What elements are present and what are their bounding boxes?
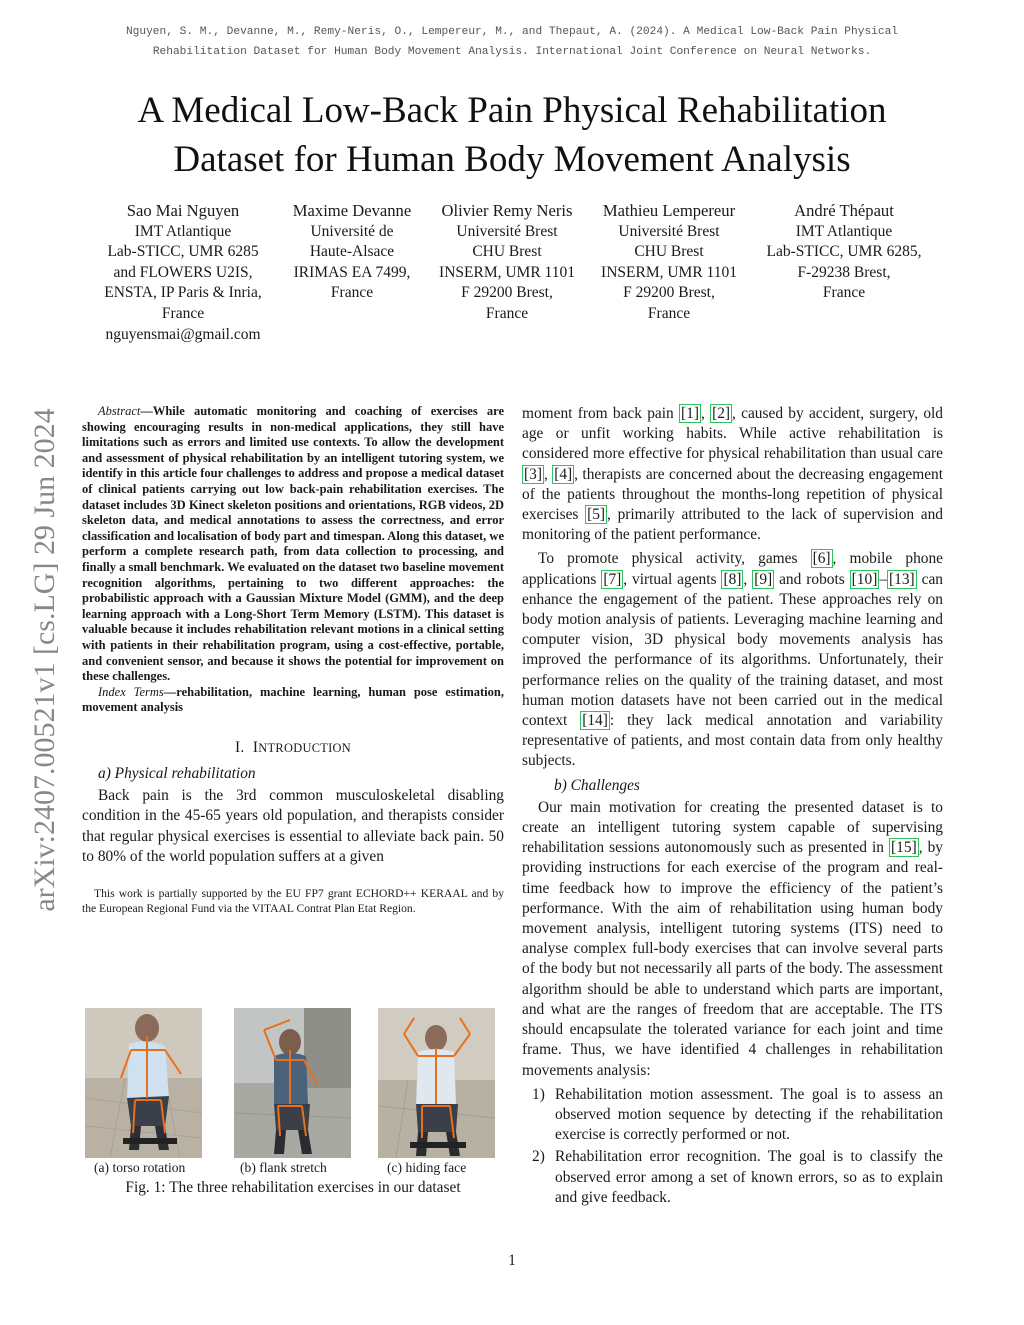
list-item-text: Rehabilitation motion assessment. The goal is to assess an observed motion sequence by detecting if the rehabilitation exercise is correctly performed or not. bbox=[555, 1085, 943, 1144]
author-block-1 bbox=[90, 201, 276, 345]
paper-title bbox=[0, 86, 1024, 184]
left-column bbox=[82, 404, 504, 917]
list-item-text: Rehabilitation error recognition. The goal is to classify the observed error among a set of known errors, so as to explain and give feedback. bbox=[555, 1148, 943, 1206]
citation-link[interactable]: [15] bbox=[891, 839, 917, 857]
citation-link[interactable]: [4] bbox=[554, 465, 573, 483]
author-affil: France bbox=[822, 284, 866, 302]
abstract-label: Abstract bbox=[98, 404, 141, 418]
figure-subcaption-a: (a) torso rotation bbox=[94, 1160, 186, 1175]
author-affil: France bbox=[161, 304, 205, 322]
author-affil: and FLOWERS U2IS, bbox=[113, 263, 253, 281]
citation-link[interactable]: [9] bbox=[754, 570, 773, 588]
citation-header-line1: Nguyen, S. M., Devanne, M., Remy-Neris, O., Lempereur, M., and Thepaut, A. (2024). A Medical Low-Back Pain Physical bbox=[125, 26, 899, 38]
figure-subcaption-b: (b) flank stretch bbox=[240, 1160, 327, 1175]
author-name: Mathieu Lempereur bbox=[602, 201, 736, 220]
author-affil: CHU Brest bbox=[472, 243, 542, 261]
page-number: 1 bbox=[508, 1252, 516, 1269]
challenges-list bbox=[522, 1085, 943, 1208]
author-affil: Lab-STICC, UMR 6285, bbox=[766, 243, 922, 261]
author-affil: France bbox=[485, 304, 529, 322]
text-run: – bbox=[879, 570, 888, 588]
paper-title-line2: Dataset for Human Body Movement Analysis bbox=[173, 139, 851, 180]
author-affil: CHU Brest bbox=[634, 243, 704, 261]
author-affil: Université de bbox=[310, 222, 394, 240]
author-affil: F 29200 Brest, bbox=[461, 284, 553, 302]
paragraph-motivation bbox=[522, 798, 943, 1081]
section-heading-introduction bbox=[82, 738, 504, 758]
figure-image-torso-rotation bbox=[85, 1008, 202, 1158]
citation-header bbox=[0, 22, 1024, 62]
list-item bbox=[522, 1147, 943, 1208]
text-run: To promote physical activity, games bbox=[538, 550, 811, 568]
text-run: , primarily attributed to the lack of supervision and monitoring of the patient performance. bbox=[522, 506, 944, 544]
author-affil: INSERM, UMR 1101 bbox=[601, 263, 737, 281]
footnote bbox=[82, 887, 504, 917]
author-block-5 bbox=[752, 201, 936, 304]
author-affil: France bbox=[330, 284, 374, 302]
figure-caption: Fig. 1: The three rehabilitation exercises in our dataset bbox=[125, 1179, 461, 1196]
abstract bbox=[82, 404, 504, 685]
subsection-challenges: b) Challenges bbox=[554, 776, 640, 794]
author-affil: Haute-Alsace bbox=[309, 243, 395, 261]
figure-subcaption-c: (c) hiding face bbox=[387, 1160, 467, 1175]
citation-link[interactable]: [2] bbox=[712, 405, 731, 422]
author-block-4 bbox=[591, 201, 747, 325]
author-affil: Université Brest bbox=[456, 222, 558, 240]
author-affil: Lab-STICC, UMR 6285 bbox=[107, 243, 259, 261]
figure-image-flank-stretch bbox=[234, 1008, 351, 1158]
index-terms-text: —rehabilitation, machine learning, human pose estimation, movement analysis bbox=[82, 684, 504, 715]
citation-link[interactable]: [8] bbox=[723, 570, 742, 588]
paragraph-back-pain-cont bbox=[522, 404, 943, 545]
author-affil: IRIMAS EA 7499, bbox=[293, 263, 411, 281]
author-affil: F 29200 Brest, bbox=[623, 284, 715, 302]
citation-link[interactable]: [14] bbox=[582, 712, 608, 730]
citation-link[interactable]: [5] bbox=[587, 506, 606, 524]
text-run: , by providing instructions for each exercise of the program and real-time feedback how to improve the efficiency of the patient’s performance. With the aim of rehabilitation using human body movement analysis, intelligent tutoring systems (ITS) need to analyse complex full-body exercises that can involve several parts of the body but not necessarily all parts of the body. The assessment algorithm should be able to understand which parts are important, and what are the ranges of freedom that are acceptable. The ITS should encapsulate the tolerated variance for each joint and time frame. Thus, we have identified 4 challenges in rehabilitation movements analysis: bbox=[522, 839, 943, 1079]
author-affil: F-29238 Brest, bbox=[797, 263, 891, 281]
list-number: 2) bbox=[532, 1148, 545, 1166]
author-name: Olivier Remy Neris bbox=[441, 201, 573, 220]
author-affil: ENSTA, IP Paris & Inria, bbox=[104, 284, 262, 302]
list-item bbox=[522, 1085, 943, 1146]
arxiv-stamp bbox=[20, 360, 70, 960]
author-block-2 bbox=[281, 201, 423, 304]
section-numeral: I. bbox=[234, 738, 245, 756]
author-email[interactable]: nguyensmai@gmail.com bbox=[105, 325, 261, 343]
section-title-cap: I bbox=[252, 738, 259, 756]
section-title-rest: NTRODUCTION bbox=[258, 740, 352, 755]
text-run: and robots bbox=[774, 570, 850, 588]
list-number: 1) bbox=[532, 1085, 545, 1103]
text-run: , virtual agents bbox=[623, 570, 722, 588]
text-run: , mobile phone applications bbox=[522, 550, 943, 588]
citation-link[interactable]: [1] bbox=[681, 405, 699, 422]
text-run: Our main motivation for creating the presented dataset is to create an intelligent tutoring system capable of supervising rehabilitation sessions autonomously such as presented in bbox=[522, 798, 943, 857]
citation-link[interactable]: [10] bbox=[851, 570, 878, 588]
citation-link[interactable]: [13] bbox=[889, 570, 915, 588]
index-terms-label: Index Terms bbox=[98, 684, 164, 699]
author-name: Sao Mai Nguyen bbox=[126, 201, 240, 220]
paper-title-line1: A Medical Low-Back Pain Physical Rehabilitation bbox=[137, 90, 887, 131]
text-run: can enhance the engagement of the patient. These approaches rely on body motion analysis of patients. Leveraging machine learning and computer vision, 3D physical body movements analysis has improved the performance of its algorithms. Unfortunately, their performance relies on the quality of the training dataset, and most human motion datasets have not been carried out in the medical context bbox=[522, 570, 943, 730]
citation-header-line2: Rehabilitation Dataset for Human Body Movement Analysis. International Joint Conference on Neural Networks. bbox=[152, 46, 872, 58]
text-run: moment from back pain bbox=[522, 405, 679, 422]
subsection-physical-rehabilitation: a) Physical rehabilitation bbox=[98, 765, 256, 783]
paragraph-promote-activity bbox=[522, 549, 943, 771]
author-name: Maxime Devanne bbox=[292, 201, 412, 220]
figure-image-hiding-face bbox=[378, 1008, 495, 1158]
text-run: , therapists are concerned about the decreasing engagement of the patients throughout the months-long repetition of physical exercises bbox=[522, 465, 944, 524]
author-block-3 bbox=[428, 201, 586, 325]
text-run: , bbox=[543, 465, 553, 483]
author-affil: IMT Atlantique bbox=[795, 222, 893, 240]
footnote-text: This work is partially supported by the EU FP7 grant ECHORD++ KERAAL and by the European Regional Fund via the VITAAL Contrat Plan Etat Region. bbox=[82, 887, 504, 915]
citation-link[interactable]: [3] bbox=[524, 465, 542, 483]
author-affil: France bbox=[647, 304, 691, 322]
right-column bbox=[522, 404, 943, 1210]
text-run: , bbox=[743, 570, 753, 588]
author-affil: INSERM, UMR 1101 bbox=[439, 263, 575, 281]
author-name: André Thépaut bbox=[794, 201, 894, 220]
abstract-text: —While automatic monitoring and coaching of exercises are showing encouraging results in non-medical applications, they still have limitations such as errors and limited use contexts. To allow the development and assessment of physical rehabilitation by an intelligent tutoring system, we identify in this article four challenges to address and propose a medical dataset of clinical patients carrying out low back-pain rehabilitation exercises. The dataset includes 3D Kinect skeleton positions and orientations, RGB videos, 2D skeleton data, and medical annotations to assess the correctness, and error classification and localisation of body part and timespan. Along this dataset, we perform a complete research path, from data collection to processing, and finally a small benchmark. We evaluated on the dataset two baseline movement recognition algorithms, pertaining to two different approaches: the probabilistic approach with a Gaussian Mixture Model (GMM), and the deep learning approach with a Long-Short Term Memory (LSTM). This dataset is valuable because it includes rehabilitation relevant motions in a clinical setting with patients in their rehabilitation program, using a cost-effective, portable, and convenient sensor, and because it shows the potential for improvement on these challenges. bbox=[82, 404, 504, 684]
text-run: , bbox=[700, 405, 711, 422]
text-run: , caused by accident, surgery, old age or unfit working habits. While active rehabilitation is considered more effective for physical rehabilitation than usual care bbox=[522, 405, 943, 463]
index-terms bbox=[82, 685, 504, 716]
arxiv-stamp-text: arXiv:2407.00521v1 [cs.LG] 29 Jun 2024 bbox=[28, 408, 61, 912]
paragraph-back-pain: Back pain is the 3rd common musculoskeletal disabling condition in the 45-65 years old population, and therapists consider that regular physical exercises is essential to alleviate back pain. 50 to 80% of the world population suffers at a given bbox=[82, 787, 504, 865]
author-affil: Université Brest bbox=[618, 222, 720, 240]
text-run: : they lack medical annotation and variability representative of patients, and most contain data from only healthy subjects. bbox=[522, 712, 943, 770]
citation-link[interactable]: [6] bbox=[812, 550, 831, 568]
author-affil: IMT Atlantique bbox=[134, 222, 232, 240]
citation-link[interactable]: [7] bbox=[603, 570, 622, 588]
